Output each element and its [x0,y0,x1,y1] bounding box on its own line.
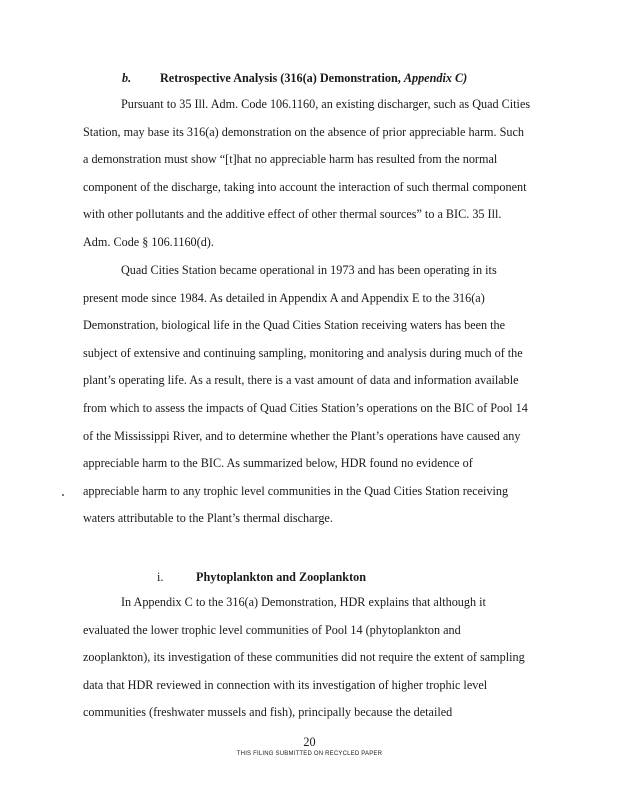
body-paragraph: Pursuant to 35 Ill. Adm. Code 106.1160, an existing discharger, such as Quad Cities Station, may base its 316(a) demonstration on the absence of prior appreciable harm. Such a demonstration must show “[t]hat no appreciable harm has resulted from the normal component of the discharge, taking into account the interaction of such thermal component with other pollutants and the additive effect of other thermal sources” to a BIC. 35 Ill. Adm. Code § 106.1160(d). [83,97,531,249]
page-number: 20 [303,735,316,749]
body-paragraph: In Appendix C to the 316(a) Demonstration, HDR explains that although it evaluated the lower trophic level communities of Pool 14 (phytoplankton and zooplankton), its investigation of these communities did not require the extent of sampling data that HDR reviewed in connection with its investigation of higher trophic level communities (freshwater mussels and fish), principally because the detailed [83,595,525,720]
subsection-title: Phytoplankton and Zooplankton [196,570,367,584]
section-title [160,70,467,86]
subsection-number: i. [157,570,164,584]
recycled-paper-note: THIS FILING SUBMITTED ON RECYCLED PAPER [236,751,383,757]
section-title-main: Retrospective Analysis (316(a) Demonstration, [160,71,404,85]
section-number: b. [122,71,132,85]
scan-speck [62,494,64,496]
body-paragraph: Quad Cities Station became operational in 1973 and has been operating in its present mode since 1984. As detailed in Appendix A and Appendix E to the 316(a) Demonstration, biological life in the Quad Cities Station receiving waters has been the subject of extensive and continuing sampling, monitoring and analysis during much of the plant’s operating life. As a result, there is a vast amount of data and information available from which to assess the impacts of Quad Cities Station’s operations on the BIC of Pool 14 of the Mississippi River, and to determine whether the Plant’s operations have caused any appreciable harm to the BIC. As summarized below, HDR found no evidence of appreciable harm to any trophic level communities in the Quad Cities Station receiving waters attributable to the Plant’s thermal discharge. [83,263,528,526]
section-title-appendix: Appendix C) [403,71,468,85]
